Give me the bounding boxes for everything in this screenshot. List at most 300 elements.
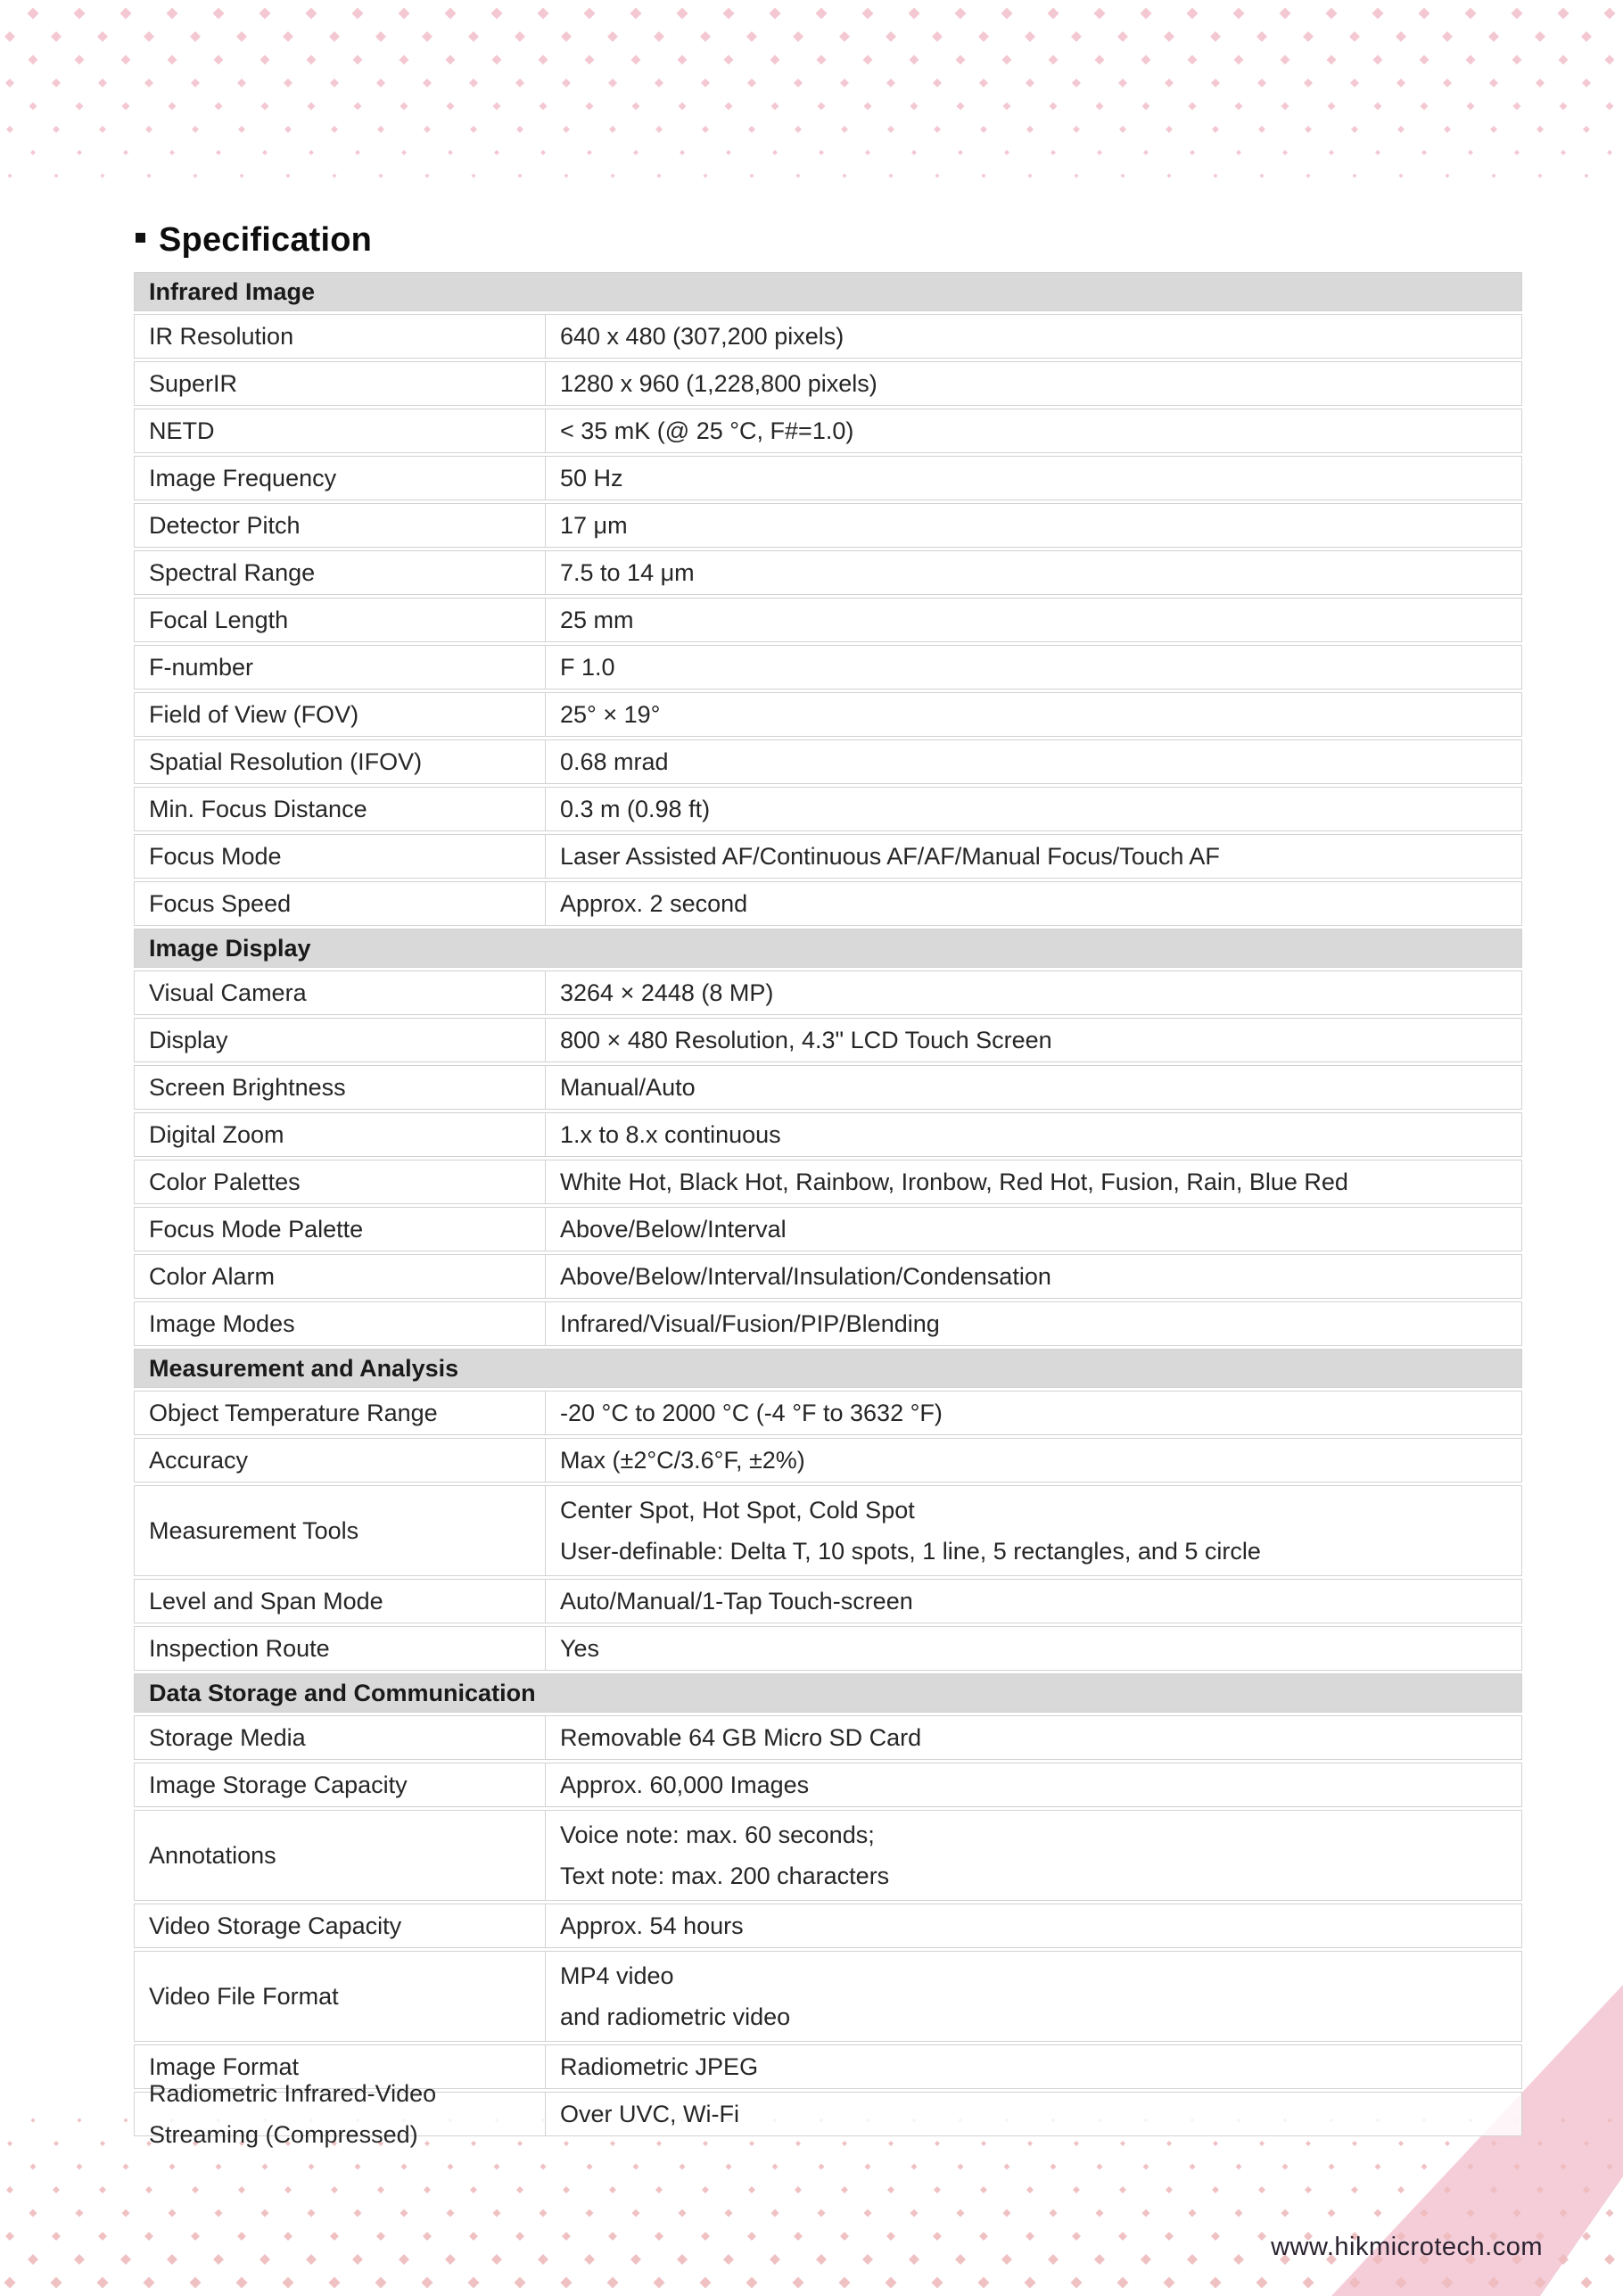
diamond-pattern-dot [655, 126, 663, 133]
diamond-pattern-dot [5, 2232, 14, 2241]
diamond-pattern-dot [1584, 173, 1588, 178]
diamond-pattern-dot [608, 78, 617, 87]
diamond-pattern-dot [955, 54, 965, 64]
diamond-pattern-dot [888, 2141, 894, 2146]
diamond-pattern-dot [1397, 126, 1405, 133]
diamond-pattern-dot [841, 2186, 848, 2193]
diamond-pattern-dot [746, 31, 757, 42]
diamond-pattern-dot [1259, 2141, 1265, 2146]
diamond-pattern-dot [934, 2186, 941, 2193]
diamond-pattern-dot [494, 150, 499, 155]
diamond-pattern-dot [238, 2186, 245, 2193]
diamond-pattern-dot [771, 2163, 778, 2169]
diamond-pattern-dot [538, 2254, 548, 2265]
diamond-pattern-dot [1119, 2186, 1126, 2193]
diamond-pattern-dot [840, 78, 849, 87]
spec-value [545, 1392, 1521, 1434]
diamond-pattern-dot [145, 126, 152, 133]
spec-value [545, 1208, 1521, 1251]
diamond-pattern-dot [353, 102, 361, 110]
spec-label-text: Image Storage Capacity [149, 1772, 408, 1798]
diamond-pattern-dot [726, 150, 731, 155]
diamond-pattern-dot [144, 2232, 153, 2241]
diamond-pattern-dot [1095, 102, 1103, 110]
diamond-pattern-dot [331, 126, 338, 133]
diamond-pattern-dot [1166, 2141, 1172, 2146]
diamond-pattern-dot [400, 2209, 408, 2217]
spec-value-line: Text note: max. 200 characters [560, 1862, 890, 1889]
diamond-pattern-dot [887, 126, 894, 133]
diamond-pattern-dot [1512, 102, 1520, 110]
diamond-pattern-dot [1511, 7, 1522, 19]
spec-label [135, 1019, 545, 1061]
diamond-pattern-dot [74, 2254, 85, 2265]
diamond-pattern-dot [1489, 78, 1498, 87]
diamond-pattern-dot [956, 102, 964, 110]
diamond-pattern-dot [238, 126, 245, 133]
diamond-pattern-dot [886, 2232, 895, 2241]
spec-row [134, 456, 1522, 500]
spec-row [134, 2080, 1522, 2148]
diamond-pattern-dot [864, 2163, 870, 2169]
diamond-pattern-dot [469, 2232, 478, 2241]
diamond-pattern-dot [213, 2254, 224, 2265]
spec-value [545, 504, 1521, 547]
diamond-pattern-dot [422, 31, 433, 42]
spec-value-line: Removable 64 GB Micro SD Card [560, 1724, 922, 1751]
diamond-pattern-dot [1050, 150, 1056, 155]
diamond-pattern-dot [1073, 126, 1080, 133]
spec-label-text: Color Palettes [149, 1169, 301, 1195]
diamond-pattern-dot [332, 173, 336, 178]
diamond-pattern-dot [1233, 2254, 1244, 2265]
diamond-pattern-dot [957, 2163, 963, 2169]
diamond-pattern-dot [29, 102, 37, 110]
diamond-pattern-dot [98, 2232, 107, 2241]
diamond-pattern-dot [1211, 78, 1220, 87]
spec-value [545, 646, 1521, 689]
spec-value-line: < 35 mK (@ 25 °C, F#=1.0) [560, 417, 854, 444]
diamond-pattern-dot [306, 2254, 317, 2265]
diamond-pattern-dot [29, 2163, 36, 2169]
diamond-pattern-dot [1234, 2209, 1242, 2217]
diamond-pattern-dot [76, 2163, 82, 2169]
spec-row [134, 692, 1522, 737]
diamond-pattern-dot [1095, 2209, 1103, 2217]
diamond-pattern-dot [954, 7, 966, 19]
diamond-pattern-dot [1464, 7, 1476, 19]
spec-value [545, 315, 1521, 358]
diamond-pattern-dot [700, 31, 711, 42]
diamond-pattern-dot [1607, 150, 1612, 155]
spec-value [545, 1904, 1521, 1947]
diamond-pattern-dot [1350, 78, 1359, 87]
spec-label [135, 1208, 545, 1251]
diamond-pattern-dot [353, 2209, 361, 2217]
diamond-pattern-dot [1072, 2232, 1081, 2241]
diamond-pattern-dot [30, 2118, 35, 2122]
diamond-pattern-dot [886, 31, 896, 42]
diamond-pattern-dot [470, 126, 477, 133]
diamond-pattern-dot [4, 2276, 15, 2288]
diamond-pattern-dot [192, 2186, 199, 2193]
diamond-pattern-dot [1490, 126, 1497, 133]
diamond-pattern-dot [1141, 2254, 1151, 2265]
diamond-pattern-dot [563, 126, 570, 133]
spec-row [134, 787, 1522, 831]
diamond-pattern-dot [1188, 102, 1196, 110]
diamond-pattern-dot [1120, 173, 1125, 178]
spec-label-text: Level and Span Mode [149, 1588, 383, 1615]
spec-row [134, 1160, 1522, 1204]
diamond-pattern-dot [1049, 2209, 1057, 2217]
diamond-pattern-dot [516, 2186, 523, 2193]
diamond-pattern-dot [981, 173, 985, 178]
diamond-pattern-dot [469, 78, 478, 87]
diamond-pattern-dot [98, 78, 107, 87]
diamond-pattern-dot [909, 2254, 919, 2265]
diamond-pattern-dot [1257, 78, 1266, 87]
diamond-pattern-dot [1329, 150, 1334, 155]
diamond-pattern-dot [1256, 2276, 1267, 2288]
diamond-pattern-dot [399, 54, 408, 64]
diamond-pattern-dot [562, 2232, 571, 2241]
diamond-pattern-dot [794, 78, 803, 87]
diamond-pattern-dot [865, 150, 870, 155]
diamond-pattern-dot [979, 2232, 988, 2241]
spec-label [135, 1811, 545, 1900]
diamond-pattern-dot [564, 173, 568, 178]
diamond-pattern-dot [1258, 2186, 1265, 2193]
diamond-pattern-dot [423, 78, 432, 87]
diamond-pattern-dot [679, 2163, 685, 2169]
spec-row [134, 1904, 1522, 1948]
diamond-pattern-dot [862, 2254, 873, 2265]
diamond-pattern-dot [979, 78, 988, 87]
spec-value [545, 1255, 1521, 1298]
diamond-pattern-dot [97, 31, 108, 42]
diamond-pattern-dot [309, 150, 314, 155]
diamond-pattern-dot [724, 102, 732, 110]
spec-label-text: Image Format [149, 2053, 300, 2080]
spec-value-line: 1280 x 960 (1,228,800 pixels) [560, 370, 877, 397]
spec-value [545, 1113, 1521, 1156]
diamond-pattern-dot [1166, 173, 1171, 178]
diamond-pattern-dot [1097, 150, 1102, 155]
diamond-pattern-dot [540, 2163, 546, 2169]
spec-value-line: 17 μm [560, 512, 628, 539]
diamond-pattern-dot [1305, 2186, 1312, 2193]
diamond-pattern-dot [1279, 7, 1290, 19]
spec-value-line: Center Spot, Hot Spot, Cold Spot [560, 1497, 915, 1524]
diamond-pattern-dot [587, 150, 592, 155]
diamond-pattern-dot [355, 150, 360, 155]
diamond-pattern-dot [1306, 173, 1310, 178]
diamond-pattern-dot [1372, 54, 1382, 64]
spec-value [545, 1627, 1521, 1670]
spec-label [135, 835, 545, 878]
spec-label [135, 882, 545, 925]
diamond-pattern-dot [678, 102, 686, 110]
spec-value [545, 1486, 1521, 1575]
diamond-pattern-dot [841, 126, 848, 133]
spec-value-line: Manual/Auto [560, 1074, 696, 1101]
diamond-pattern-dot [1047, 7, 1059, 19]
spec-value-line: Approx. 54 hours [560, 1912, 744, 1939]
diamond-pattern-dot [747, 2232, 756, 2241]
spec-value-line: 0.68 mrad [560, 748, 669, 775]
diamond-pattern-dot [192, 126, 199, 133]
diamond-pattern-dot [100, 2141, 105, 2146]
spec-label [135, 1066, 545, 1109]
diamond-pattern-dot [1557, 7, 1569, 19]
spec-value-line: 3264 × 2448 (8 MP) [560, 979, 774, 1006]
diamond-pattern-dot [1281, 102, 1289, 110]
diamond-pattern-dot [1281, 2163, 1288, 2169]
spec-row [134, 1715, 1522, 1760]
diamond-pattern-dot [1210, 31, 1221, 42]
diamond-pattern-dot [1373, 102, 1381, 110]
diamond-pattern-dot [1537, 173, 1542, 178]
diamond-pattern-dot [1282, 150, 1288, 155]
diamond-pattern-dot [1072, 78, 1081, 87]
diamond-pattern-dot [564, 2141, 569, 2146]
diamond-pattern-dot [1001, 54, 1011, 64]
diamond-pattern-dot [560, 2276, 572, 2288]
spec-row [134, 409, 1522, 453]
spec-label-text: Radiometric Infrared-Video Streaming (Compressed) [149, 2080, 437, 2148]
spec-row [134, 361, 1522, 406]
diamond-pattern-dot [609, 126, 616, 133]
diamond-pattern-dot [446, 102, 454, 110]
diamond-pattern-dot [166, 7, 177, 19]
spec-label [135, 1113, 545, 1156]
diamond-pattern-dot [1164, 31, 1174, 42]
spec-value-line: White Hot, Black Hot, Rainbow, Ironbow, Red Hot, Fusion, Rain, Blue Red [560, 1169, 1348, 1195]
diamond-pattern-dot [537, 7, 548, 19]
diamond-pattern-dot [283, 31, 293, 42]
diamond-pattern-dot [492, 102, 500, 110]
diamond-pattern-dot [1186, 7, 1198, 19]
diamond-pattern-dot [978, 31, 989, 42]
diamond-pattern-dot [1582, 78, 1591, 87]
diamond-pattern-dot [701, 2232, 710, 2241]
diamond-pattern-dot [235, 2276, 247, 2288]
title-bullet-icon [136, 233, 145, 243]
diamond-pattern-dot [840, 2232, 849, 2241]
diamond-pattern-dot [121, 102, 129, 110]
diamond-pattern-dot [1465, 54, 1475, 64]
diamond-pattern-dot [376, 78, 385, 87]
diamond-pattern-dot [189, 2276, 201, 2288]
diamond-pattern-dot [75, 102, 83, 110]
diamond-pattern-dot [1580, 2276, 1592, 2288]
diamond-pattern-dot [52, 78, 61, 87]
section-header: Image Display [134, 929, 1522, 968]
diamond-pattern-dot [1025, 31, 1035, 42]
spec-label [135, 1302, 545, 1345]
spec-row [134, 1254, 1522, 1299]
diamond-pattern-dot [1466, 102, 1474, 110]
diamond-pattern-dot [1561, 150, 1566, 155]
diamond-pattern-dot [630, 2254, 641, 2265]
diamond-pattern-dot [377, 2186, 384, 2193]
diamond-pattern-dot [421, 2276, 433, 2288]
diamond-pattern-dot [980, 2186, 987, 2193]
diamond-pattern-dot [772, 150, 778, 155]
diamond-pattern-dot [795, 2141, 801, 2146]
diamond-pattern-dot [653, 2276, 664, 2288]
diamond-pattern-dot [306, 54, 316, 64]
diamond-pattern-dot [400, 102, 408, 110]
spec-label-text: Storage Media [149, 1724, 306, 1751]
diamond-pattern-dot [910, 102, 918, 110]
diamond-pattern-dot [1093, 7, 1105, 19]
diamond-pattern-dot [1236, 150, 1241, 155]
diamond-pattern-dot [167, 54, 177, 64]
spec-value-line: Auto/Manual/1-Tap Touch-screen [560, 1588, 913, 1615]
diamond-pattern-dot [121, 2209, 129, 2217]
diamond-pattern-dot [492, 2209, 500, 2217]
spec-value [545, 1302, 1521, 1345]
diamond-pattern-dot [977, 2276, 989, 2288]
diamond-pattern-dot [1002, 102, 1010, 110]
diamond-pattern-dot [1050, 2163, 1056, 2169]
diamond-pattern-dot [375, 31, 386, 42]
diamond-pattern-dot [1256, 31, 1267, 42]
diamond-pattern-dot [1397, 2186, 1405, 2193]
diamond-pattern-dot [701, 78, 710, 87]
diamond-pattern-dot [655, 2186, 663, 2193]
diamond-pattern-dot [702, 2186, 709, 2193]
diamond-pattern-dot [931, 2276, 943, 2288]
diamond-pattern-dot [1190, 150, 1195, 155]
spec-label-text: Spectral Range [149, 559, 316, 586]
spec-label-text: IR Resolution [149, 323, 294, 350]
diamond-pattern-dot [1141, 54, 1150, 64]
diamond-pattern-dot [1418, 7, 1429, 19]
diamond-pattern-dot [123, 2118, 128, 2122]
spec-label-text: Measurement Tools [149, 1517, 359, 1544]
diamond-pattern-dot [747, 78, 756, 87]
diamond-pattern-dot [1444, 126, 1451, 133]
diamond-pattern-dot [910, 2209, 918, 2217]
spec-value-line: F 1.0 [560, 654, 615, 681]
spec-value-line: 25° × 19° [560, 701, 661, 728]
diamond-pattern-dot [1165, 2232, 1174, 2241]
diamond-pattern-dot [1213, 173, 1217, 178]
diamond-pattern-dot [1074, 173, 1078, 178]
spec-row [134, 1810, 1522, 1901]
diamond-pattern-dot [1491, 173, 1495, 178]
spec-label [135, 1439, 545, 1482]
diamond-pattern-dot [633, 150, 638, 155]
page-title-block [136, 221, 372, 260]
diamond-pattern-dot [1536, 78, 1545, 87]
diamond-pattern-dot [376, 2232, 385, 2241]
diamond-pattern-dot [632, 2163, 638, 2169]
diamond-pattern-dot [378, 173, 383, 178]
spec-label-text: SuperIR [149, 370, 238, 397]
diamond-pattern-dot [490, 7, 502, 19]
diamond-pattern-dot [1281, 2209, 1289, 2217]
diamond-pattern-dot [351, 7, 363, 19]
diamond-pattern-dot [887, 2186, 894, 2193]
diamond-pattern-dot [702, 126, 709, 133]
diamond-pattern-dot [515, 2232, 524, 2241]
diamond-pattern-dot [630, 54, 640, 64]
diamond-pattern-dot [144, 31, 154, 42]
spec-row [134, 503, 1522, 548]
diamond-pattern-dot [770, 2254, 780, 2265]
diamond-pattern-dot [54, 2141, 59, 2146]
spec-value-line: Approx. 2 second [560, 890, 748, 917]
diamond-pattern-dot [795, 126, 802, 133]
spec-row [134, 1018, 1522, 1062]
spec-row [134, 739, 1522, 784]
diamond-pattern-dot [583, 7, 595, 19]
diamond-pattern-dot [609, 2186, 616, 2193]
diamond-pattern-dot [1445, 173, 1449, 178]
diamond-pattern-dot [261, 2163, 268, 2169]
diamond-pattern-dot [958, 150, 963, 155]
spec-value [545, 1763, 1521, 1806]
spec-label [135, 1160, 545, 1203]
diamond-pattern-dot [120, 2254, 131, 2265]
diamond-pattern-dot [1326, 54, 1336, 64]
spec-value [545, 409, 1521, 452]
diamond-pattern-dot [377, 126, 384, 133]
diamond-pattern-dot [676, 7, 688, 19]
diamond-pattern-dot [1026, 126, 1034, 133]
diamond-pattern-dot [1603, 7, 1615, 19]
spec-value-line: Infrared/Visual/Fusion/PIP/Blending [560, 1310, 940, 1337]
diamond-pattern-dot [213, 54, 223, 64]
diamond-pattern-dot [284, 2186, 292, 2193]
spec-value-line: 1.x to 8.x continuous [560, 1121, 781, 1148]
diamond-pattern-dot [911, 150, 917, 155]
diamond-pattern-dot [1209, 2276, 1221, 2288]
diamond-pattern-dot [1024, 2276, 1035, 2288]
diamond-pattern-dot [585, 102, 593, 110]
diamond-pattern-dot [1027, 173, 1032, 178]
spec-label-text: Spatial Resolution (IFOV) [149, 748, 423, 775]
diamond-pattern-dot [1351, 126, 1358, 133]
spec-row [134, 1301, 1522, 1346]
spec-label-text: Color Alarm [149, 1263, 276, 1290]
diamond-pattern-dot [1094, 54, 1104, 64]
diamond-pattern-dot [1257, 2232, 1266, 2241]
spec-label [135, 362, 545, 405]
diamond-pattern-dot [1070, 2276, 1082, 2288]
diamond-pattern-dot [909, 54, 919, 64]
diamond-pattern-dot [191, 78, 200, 87]
diamond-pattern-dot [4, 31, 15, 42]
diamond-pattern-dot [1213, 2141, 1218, 2146]
diamond-pattern-dot [168, 102, 176, 110]
spec-value-line: 800 × 480 Resolution, 4.3" LCD Touch Screen [560, 1027, 1052, 1053]
spec-label-text: Detector Pitch [149, 512, 301, 539]
diamond-pattern-dot [446, 2209, 454, 2217]
diamond-pattern-dot [1118, 2232, 1127, 2241]
diamond-pattern-dot [6, 2186, 13, 2193]
spec-row [134, 550, 1522, 595]
diamond-pattern-dot [517, 173, 522, 178]
diamond-pattern-dot [330, 2232, 339, 2241]
diamond-pattern-dot [842, 173, 846, 178]
diamond-pattern-dot [352, 2254, 363, 2265]
diamond-pattern-dot [212, 7, 224, 19]
